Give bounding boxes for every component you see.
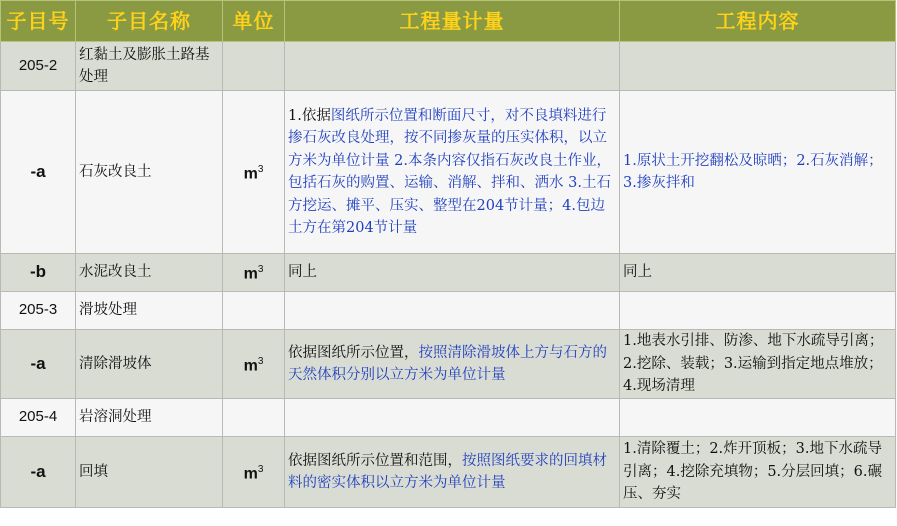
- measure-text: 按照图纸要求的回填材料的密实体积以立方米为单位计量: [288, 452, 607, 491]
- table-row: [1, 437, 896, 508]
- unit-base: m: [243, 164, 258, 182]
- item-measure: [285, 330, 620, 399]
- unit-sup: 3: [257, 463, 264, 475]
- item-measure: 同上: [285, 254, 620, 292]
- item-unit: [223, 91, 285, 254]
- unit-base: m: [243, 464, 258, 482]
- item-code: 205-4: [1, 399, 76, 437]
- item-unit: [223, 399, 285, 437]
- item-name: 回填: [76, 437, 223, 508]
- table-row: [1, 399, 896, 437]
- item-unit: [223, 42, 285, 91]
- item-unit: [223, 437, 285, 508]
- item-measure: [285, 437, 620, 508]
- table-row: [1, 254, 896, 292]
- item-content: [620, 292, 896, 330]
- item-content: 1.原状土开挖翻松及晾晒；2.石灰消解；3.掺灰拌和: [620, 91, 896, 254]
- unit-sup: 3: [257, 163, 264, 175]
- unit-base: m: [243, 265, 258, 283]
- item-content: 同上: [620, 254, 896, 292]
- table-row: [1, 292, 896, 330]
- header-code: 子目号: [1, 1, 76, 42]
- item-content: [620, 399, 896, 437]
- item-measure: [285, 292, 620, 330]
- item-measure: [285, 91, 620, 254]
- item-content: [620, 42, 896, 91]
- item-measure: [285, 42, 620, 91]
- header-unit: 单位: [223, 1, 285, 42]
- item-name: 石灰改良土: [76, 91, 223, 254]
- item-code: 205-2: [1, 42, 76, 91]
- item-code: -a: [1, 437, 76, 508]
- item-unit: [223, 292, 285, 330]
- header-name: 子目名称: [76, 1, 223, 42]
- unit-sup: 3: [257, 264, 264, 276]
- header-content: 工程内容: [620, 1, 896, 42]
- item-content: 1.地表水引排、防渗、地下水疏导引离；2.挖除、装载；3.运输到指定地点堆放；4.现场清理: [620, 330, 896, 399]
- item-content: 1.清除覆土；2.炸开顶板；3.地下水疏导引离；4.挖除充填物；5.分层回填；6.碾压、夯实: [620, 437, 896, 508]
- item-name: 清除滑坡体: [76, 330, 223, 399]
- header-measure: 工程量计量: [285, 1, 620, 42]
- measure-text: 图纸所示位置和断面尺寸，对不良填料进行掺石灰改良处理，按不同掺灰量的压实体积，以立方米为单位计量 2.本条内容仅指石灰改良土作业，包括石灰的购置、运输、消解、拌和、洒水 3.土石方挖运、摊平、压实、整型在204节计量；4.包边土方在第204节计量: [288, 107, 611, 236]
- table-header-row: [1, 1, 896, 42]
- item-unit: [223, 254, 285, 292]
- item-name: 水泥改良土: [76, 254, 223, 292]
- measure-text: 按照清除滑坡体上方与石方的天然体积分别以立方米为单位计量: [288, 344, 607, 383]
- measure-prefix: 1.依据: [288, 107, 331, 124]
- unit-base: m: [243, 356, 258, 374]
- item-name: 滑坡处理: [76, 292, 223, 330]
- measure-prefix: 依据图纸所示位置和范围，: [288, 452, 462, 469]
- unit-sup: 3: [257, 355, 264, 367]
- item-name: 岩溶洞处理: [76, 399, 223, 437]
- item-code: -a: [1, 330, 76, 399]
- item-name: 红黏土及膨胀土路基处理: [76, 42, 223, 91]
- table-row: [1, 330, 896, 399]
- measure-prefix: 依据图纸所示位置，: [288, 344, 419, 361]
- item-code: 205-3: [1, 292, 76, 330]
- item-code: -a: [1, 91, 76, 254]
- item-unit: [223, 330, 285, 399]
- item-measure: [285, 399, 620, 437]
- table-row: [1, 91, 896, 254]
- table-row: [1, 42, 896, 91]
- item-code: -b: [1, 254, 76, 292]
